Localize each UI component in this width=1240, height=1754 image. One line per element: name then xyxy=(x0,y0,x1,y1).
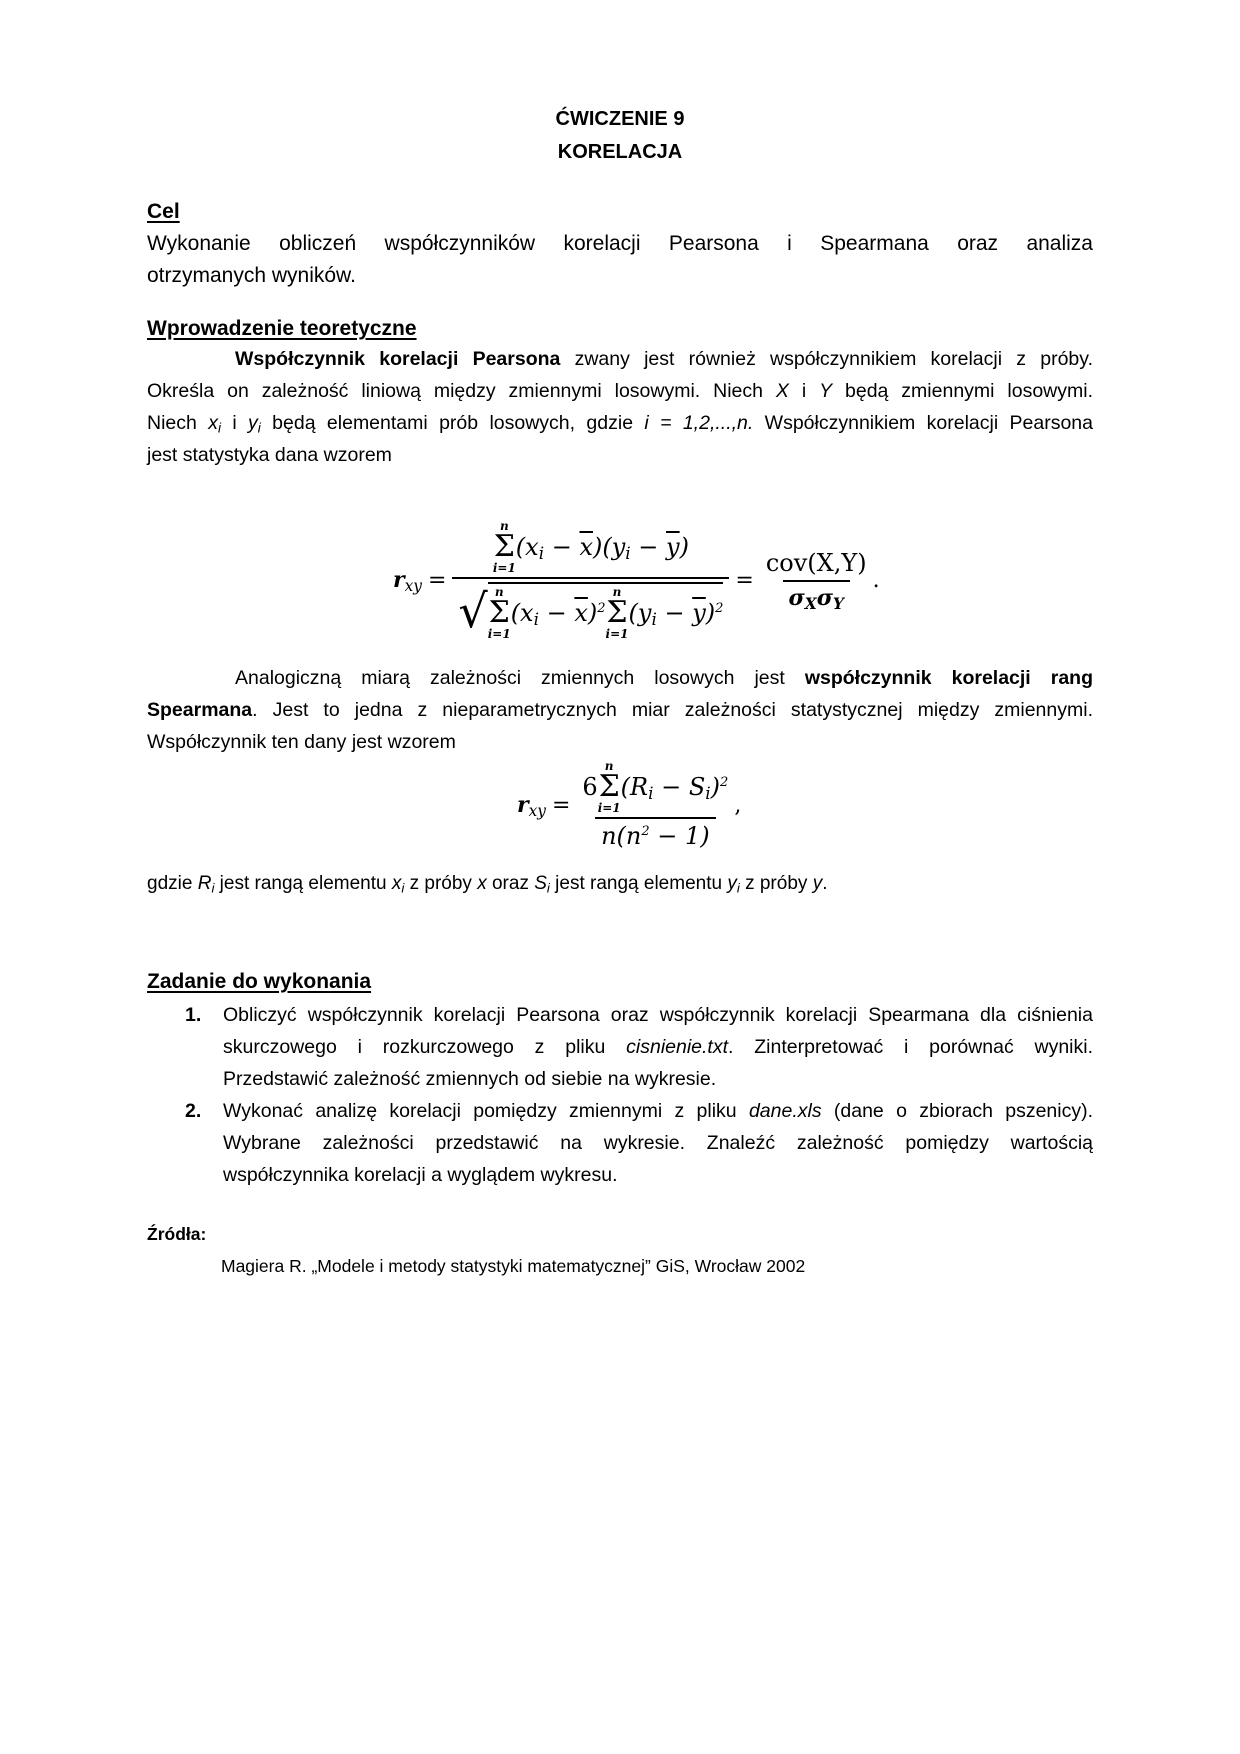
text-fragment: z próby xyxy=(404,873,478,894)
text-fragment: Współczynnikiem korelacji Pearsona xyxy=(753,412,1094,434)
spearman-denominator: $n(n^2 - 1)$ xyxy=(595,817,716,850)
pearson-term: Współczynnik korelacji Pearsona xyxy=(235,348,561,370)
formula-period: . xyxy=(872,567,880,593)
pearson-line-2 xyxy=(147,375,1093,407)
section-heading-tasks: Zadanie do wykonania xyxy=(147,970,372,993)
rank-definition-line xyxy=(147,868,1093,900)
lhs-subscript: xy xyxy=(404,576,422,595)
coefficient-6: 6 xyxy=(582,773,598,801)
var-x: x xyxy=(208,412,218,434)
var-X: X xyxy=(775,380,789,402)
formula-comma: , xyxy=(734,792,742,818)
task-2-line-2: Wybrane zależności przedstawić na wykresie. Znaleźć zależność pomiędzy wartością xyxy=(223,1132,1093,1154)
task-list xyxy=(147,999,1093,1191)
task-number: 1. xyxy=(185,1004,202,1026)
cel-line-1: Wykonanie obliczeń współczynników korelacji Pearsona i Spearmana oraz analiza xyxy=(147,232,1093,255)
task-item-1 xyxy=(147,999,1093,1095)
var-xi: $x_i$ xyxy=(391,873,405,896)
var-Y: Y xyxy=(819,380,833,402)
sqrt-icon: √ xyxy=(458,584,488,638)
text-fragment: i xyxy=(221,412,249,434)
text-fragment: z próby xyxy=(739,873,813,894)
cov-fraction xyxy=(760,549,873,611)
pearson-fraction xyxy=(452,520,729,640)
pearson-line-1-text: zwany jest również współczynnikiem korelacji z próby. xyxy=(560,348,1093,370)
sum-icon: n Σ i=1 xyxy=(492,519,516,575)
text-fragment: (dane o zbiorach pszenicy). xyxy=(821,1100,1094,1122)
spearman-term-b: Spearmana xyxy=(147,699,253,721)
source-entry: Magiera R. „Modele i metody statystyki matematycznej” GiS, Wrocław 2002 xyxy=(221,1256,806,1276)
equals-sign: = xyxy=(551,792,571,818)
text-fragment: Wykonać analizę korelacji pomiędzy zmiennymi z pliku xyxy=(223,1100,749,1122)
sum-icon: n Σ i=1 xyxy=(487,585,511,641)
cov-numerator: cov(X,Y) xyxy=(765,549,867,577)
cel-line-2: otrzymanych wyników. xyxy=(147,264,356,287)
text-fragment: gdzie xyxy=(147,873,198,894)
var-S: S xyxy=(534,873,547,894)
spearman-line-2 xyxy=(147,694,1093,726)
section-heading-cel: Cel xyxy=(147,200,180,223)
spearman-term-a: współczynnik korelacji rang xyxy=(804,667,1093,689)
lhs-r: r xyxy=(517,792,529,818)
var-y: y xyxy=(248,412,258,434)
task-1-line-3: Przedstawić zależność zmiennych od siebie na wykresie. xyxy=(223,1068,717,1090)
pearson-line-1 xyxy=(147,343,1093,375)
sum-upper: n xyxy=(499,519,509,533)
var-y: y xyxy=(812,873,823,894)
var-Si: $S_i$ xyxy=(534,873,550,896)
text-fragment: . xyxy=(822,873,828,894)
exercise-number-title: ĆWICZENIE 9 xyxy=(555,108,685,130)
text-fragment: . Jest to jedna z nieparametrycznych miar zależności statystycznej między zmiennymi. xyxy=(252,699,1093,721)
var-y: y xyxy=(727,873,737,894)
sigma-denominator: $\sigma_X\sigma_Y$ xyxy=(783,580,850,611)
task-item-2 xyxy=(147,1095,1093,1191)
formula-lhs xyxy=(393,567,422,593)
spearman-formula xyxy=(517,760,741,850)
sum-upper: n xyxy=(604,759,614,773)
text-fragment: będą zmiennymi losowymi. xyxy=(832,380,1093,402)
var-yi: $y_i$ xyxy=(727,873,740,896)
numerator-expr: $(x_i - \overline{x})(y_i - \overline{y})$ xyxy=(515,533,689,564)
sum-lower: i=1 xyxy=(492,561,516,575)
var-xi xyxy=(208,412,221,434)
spearman-numerator xyxy=(576,760,734,817)
equals-sign: = xyxy=(427,567,447,593)
var-x: x xyxy=(477,873,487,894)
text-fragment: będą elementami prób losowych, gdzie xyxy=(260,412,645,434)
text-fragment: Niech xyxy=(147,412,209,434)
filename-dane: dane.xls xyxy=(748,1100,822,1122)
pearson-denominator: √ n Σ i=1 $(x_i - \overline{x})^2$ n Σ i=1 $(y_i - \overline{y})^2$ xyxy=(452,577,729,640)
sum-icon: n Σ i=1 xyxy=(605,585,629,641)
spearman-line-1 xyxy=(147,662,1093,694)
sum-icon: n Σ i=1 xyxy=(597,759,621,815)
filename-cisnienie: cisnienie.txt xyxy=(626,1036,729,1058)
task-2-line-1 xyxy=(223,1095,1093,1127)
var-R: R xyxy=(197,873,212,894)
spearman-paragraph xyxy=(147,662,1093,758)
var-x: x xyxy=(391,873,402,894)
cel-paragraph xyxy=(147,228,1093,292)
equals-sign: = xyxy=(735,567,754,593)
sum-lower: i=1 xyxy=(597,801,621,815)
text-fragment: . Zinterpretować i porównać wyniki. xyxy=(728,1036,1094,1058)
exercise-topic-title: KORELACJA xyxy=(557,141,683,163)
text-fragment: skurczowego i rozkurczowego z pliku xyxy=(223,1036,627,1058)
lhs-r: r xyxy=(393,567,405,593)
subscript-i: i xyxy=(217,420,221,436)
sources-heading: Źródła: xyxy=(147,1224,207,1244)
numerator-expr: $(R_i - S_i)^2$ xyxy=(620,773,729,804)
rank-definition xyxy=(147,868,1093,900)
text-fragment: oraz xyxy=(486,873,535,894)
text-fragment: jest rangą elementu xyxy=(549,873,728,894)
lhs-subscript: xy xyxy=(528,801,546,820)
subscript-i: i xyxy=(257,420,261,436)
formula-lhs xyxy=(517,792,546,818)
var-yi xyxy=(248,412,261,434)
text-fragment: Określa on zależność liniową między zmiennymi losowymi. Niech xyxy=(147,380,776,402)
spearman-line-3: Współczynnik ten dany jest wzorem xyxy=(147,731,456,753)
text-fragment: i xyxy=(788,380,820,402)
task-1-line-2 xyxy=(223,1031,1093,1063)
task-2-line-3: współczynnika korelacji a wyglądem wykresu. xyxy=(223,1164,618,1186)
pearson-line-3 xyxy=(147,407,1093,439)
task-1-line-1: Obliczyć współczynnik korelacji Pearsona oraz współczynnik korelacji Spearmana dla ciśnienia xyxy=(223,1004,1093,1026)
index-range: i = 1,2,...,n. xyxy=(644,412,754,434)
pearson-numerator xyxy=(487,520,695,577)
text-fragment: Analogiczną miarą zależności zmiennych losowych jest xyxy=(235,667,805,689)
pearson-formula xyxy=(393,520,880,640)
var-Ri: $R_i$ xyxy=(197,873,215,896)
task-number: 2. xyxy=(185,1100,202,1122)
text-fragment: jest rangą elementu xyxy=(214,873,392,894)
section-heading-intro: Wprowadzenie teoretyczne xyxy=(147,317,417,340)
spearman-fraction xyxy=(576,760,734,850)
pearson-paragraph xyxy=(147,343,1093,471)
pearson-line-4: jest statystyka dana wzorem xyxy=(147,444,392,466)
